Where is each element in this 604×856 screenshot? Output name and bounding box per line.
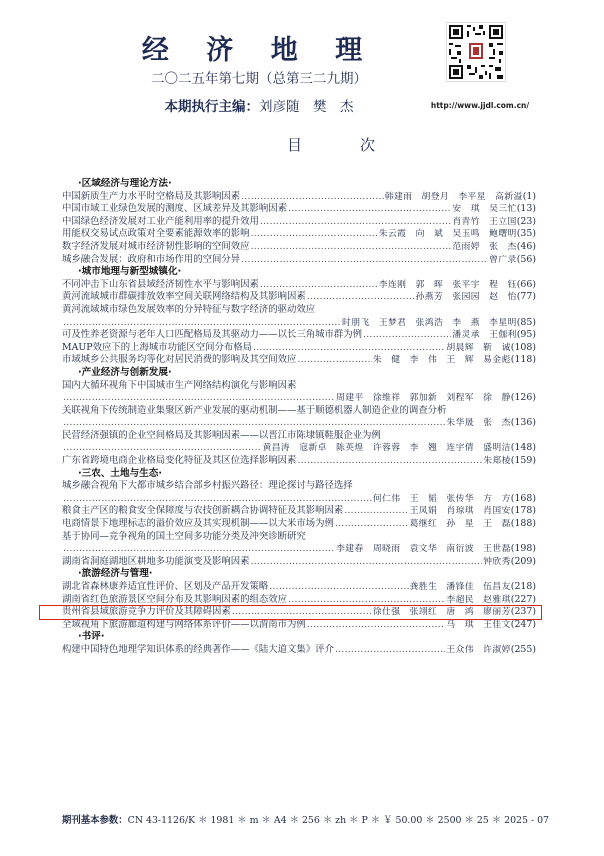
toc-entry[interactable] [62, 531, 536, 544]
entry-authors: 韩建雨 胡登月 李平星 高新溢 [384, 191, 523, 202]
entry-authors: 王凤娟 肖琼琪 肖国安 [409, 506, 511, 517]
entry-title: 中国市域工业绿色发展的测度、区域差异及其影响因素 [62, 203, 288, 215]
toc-entry[interactable] [62, 619, 536, 632]
entry-title: 可及性养老资源与老年人口匹配格局及其驱动力——以长三角城市群为例 [62, 329, 363, 341]
params-label: 期刊基本参数： [62, 815, 128, 826]
entry-title: 贵州省县域旅游竞争力评价及其障碍因素 [62, 606, 231, 618]
toc-entry-highlighted[interactable] [40, 606, 541, 619]
entry-authors: 李建春 周晓雨 袁文华 南衍波 王世磊 [336, 544, 511, 555]
toc-entry[interactable] [62, 342, 536, 355]
entry-title: 国内大循环视角下中国城市生产网络结构演化与影响因素 [62, 379, 297, 391]
entry-authors: 李超民 赵雅琪 [446, 594, 511, 605]
entry-title: 广东省跨境电商企业格局变化特征及其区位选择影响因素 [62, 455, 297, 467]
entry-authors: 王众伟 许淑婷 [446, 644, 511, 655]
entry-page: (159) [510, 455, 536, 467]
journal-parameters [62, 812, 550, 826]
entry-authors: 马 琪 王佳文 [446, 619, 511, 630]
entry-page: (77) [516, 291, 536, 303]
toc-entry[interactable] [62, 254, 536, 267]
entry-page: (35) [516, 228, 536, 240]
entry-page: (13) [516, 203, 536, 215]
entry-page: (198) [510, 543, 536, 555]
entry-title: 粮食主产区的粮食安全保障度与农技创新耦合协调特征及其影响因素 [62, 505, 344, 517]
entry-page: (56) [516, 253, 536, 265]
issue-line: 二〇二五年第七期（总第三二九期） [151, 71, 367, 87]
entry-title: 构建中国特色地理学知识体系的经典著作——《陆大道文集》评介 [62, 643, 334, 655]
entry-page: (178) [510, 505, 536, 517]
entry-title: 关联视角下传统制造业集聚区新产业发展的驱动机制——基于顺德机器人制造企业的调查分析 [62, 404, 447, 416]
entry-page: (85) [516, 316, 536, 328]
section-heading: ·产业经济与创新发展· [78, 366, 172, 378]
params-value: CN 43-1126/K ＊ 1981 ＊ m ＊ A4 ＊ 256 ＊ zh ＊ P ＊ ￥ 50.00 ＊ 2500 ＊ 25 ＊ 2025 - 07 [127, 815, 550, 826]
entry-title: 基于协同—竞争视角的国土空间多功能分类及冲突诊断研究 [62, 530, 306, 542]
toc-entry[interactable] [62, 279, 536, 292]
journal-title: 经 济 地 理 [141, 35, 377, 66]
entry-authors: 周建平 徐维祥 郭加新 刘程军 徐 静 [336, 393, 511, 404]
toc-entry[interactable] [62, 228, 536, 241]
entry-authors: 龚胜生 潘锋佳 伍昌友 [409, 582, 511, 592]
toc-entry[interactable] [62, 505, 536, 518]
entry-page: (168) [510, 492, 536, 504]
entry-page: (126) [510, 392, 536, 404]
toc-entry[interactable] [62, 644, 536, 657]
toc-entry-continuation[interactable] [62, 417, 536, 430]
toc-entry-continuation[interactable] [62, 317, 536, 330]
entry-title: 数字经济发展对城市经济韧性影响的空间效应 [62, 240, 250, 252]
entry-title: 中国绿色经济发展对工业产能利用率的提升效用 [62, 215, 259, 227]
section-heading: ·旅游经济与管理· [78, 568, 153, 580]
toc-entry[interactable] [62, 304, 536, 317]
entry-page: (209) [510, 555, 536, 567]
toc-heading: 目次 [286, 136, 433, 154]
entry-authors: 胡晨辉 靳 诚 [446, 342, 511, 353]
entry-page: (46) [516, 240, 536, 252]
entry-authors: 朱郑棱 [483, 456, 511, 467]
entry-page: (227) [510, 593, 536, 605]
entry-title: MAUP效应下的上海城市功能区空间分布格局 [62, 341, 252, 353]
entry-title: 用能权交易试点政策对全要素能源效率的影响 [62, 228, 250, 240]
toc-entry[interactable] [62, 380, 536, 393]
entry-page: (148) [510, 442, 536, 454]
entry-authors: 黄昌涛 寇新卓 陈英煌 许蓉蓉 李 翘 连宇倩 盛明洁 [262, 443, 511, 454]
toc-entry[interactable] [62, 581, 536, 594]
entry-page: (136) [510, 417, 536, 429]
toc-entry[interactable] [62, 191, 536, 204]
qr-code-graphic [447, 23, 505, 81]
toc-entry[interactable] [62, 594, 536, 607]
toc-entry[interactable] [62, 455, 536, 468]
toc-entry[interactable] [62, 556, 536, 569]
entry-page: (108) [510, 341, 536, 353]
entry-title: 湖南省红色旅游景区空间分布及其影响因素的组态效应 [62, 593, 288, 605]
entry-page: (95) [516, 329, 536, 341]
entry-title: 城乡融合视角下大都市城乡结合部乡村振兴路径：理论探讨与路径选择 [62, 480, 353, 492]
toc-entry[interactable] [62, 216, 536, 229]
table-of-contents [62, 178, 536, 657]
toc-entry[interactable] [62, 430, 536, 443]
toc-entry[interactable] [62, 241, 536, 254]
toc-entry[interactable] [62, 405, 536, 418]
toc-entry-continuation[interactable] [62, 442, 536, 455]
entry-page: (118) [510, 354, 536, 366]
entry-authors: 葛继红 孙 星 王 磊 [409, 519, 511, 530]
entry-title: 黄河流域城市绿色发展效率的分异特征与数字经济的驱动效应 [62, 303, 316, 315]
entry-authors: 肖青竹 王立国 [452, 216, 517, 227]
toc-entry[interactable] [62, 291, 536, 304]
entry-title: 全域视角下旅游廊道构建与网络体系评价——以渭南市为例 [62, 618, 306, 630]
toc-entry-continuation[interactable] [62, 493, 536, 506]
entry-authors: 潘灵承 王伽利 [452, 330, 517, 341]
entry-authors: 徐仕强 张翊红 唐 鸿 廖丽芳 [372, 607, 511, 618]
journal-url[interactable]: http://www.jjdl.com.cn/ [430, 101, 530, 110]
entry-title: 城乡融合发展：政府和市场作用的空间分异 [62, 253, 241, 265]
entry-authors: 朱云霞 向 斌 吴玉鸣 鲍曙明 [378, 229, 517, 240]
entry-authors: 李连刚 郭 晖 张平宇 程 钰 [378, 279, 517, 290]
toc-entry[interactable] [62, 354, 536, 367]
section-heading: ·区域经济与理论方法· [78, 178, 172, 189]
toc-entry[interactable] [62, 480, 536, 493]
entry-authors: 曾广录 [489, 254, 517, 265]
qr-code-icon [446, 22, 506, 82]
entry-title: 电商情景下地理标志的溢价效应及其实现机制——以大米市场为例 [62, 518, 334, 530]
entry-page: (255) [510, 643, 536, 655]
entry-authors: 安 琪 吴三忙 [452, 204, 517, 215]
entry-title: 黄河流域城市群碳排放效率空间关联网络结构及其影响因素 [62, 291, 306, 303]
entry-title: 民营经济强镇的企业空间格局及其影响因素——以晋江市陈埭镇鞋服企业为例 [62, 429, 381, 441]
editor-label: 本期执行主编： [164, 99, 259, 115]
toc-entry[interactable] [62, 329, 536, 342]
entry-title: 不同冲击下山东省县域经济韧性水平与影响因素 [62, 278, 259, 290]
editor-names: 刘彦随 樊 杰 [259, 99, 354, 115]
entry-page: (237) [510, 606, 536, 618]
entry-page: (218) [510, 581, 536, 592]
entry-page: (188) [510, 518, 536, 530]
entry-authors: 钟欣秀 [483, 556, 511, 567]
section-heading: ·城市地理与新型城镇化· [78, 266, 182, 278]
entry-title: 市域城乡公共服务均等化对居民消费的影响及其空间效应 [62, 354, 297, 366]
entry-page: (247) [510, 618, 536, 630]
entry-page: (1) [522, 190, 536, 202]
toc-entry[interactable] [62, 203, 536, 216]
entry-title: 中国新质生产力水平时空格局及其影响因素 [62, 190, 241, 202]
entry-authors: 孙燕芳 张园园 赵 怡 [415, 292, 517, 303]
entry-page: (66) [516, 278, 536, 290]
entry-title: 湖北省森林康养适宜性评价、区划及产品开发策略 [62, 581, 269, 592]
section-heading: ·三农、土地与生态· [78, 467, 163, 479]
entry-authors: 朱 健 李 伟 王 辉 易金彪 [372, 355, 511, 366]
entry-page: (23) [516, 215, 536, 227]
entry-authors: 时朋飞 王梦君 张鸿浩 李 燕 李星明 [342, 317, 517, 328]
entry-authors: 范雨婷 张 杰 [452, 241, 517, 252]
entry-title: 湖南省洞庭湖地区耕地多功能演变及影响因素 [62, 555, 250, 567]
toc-entry-continuation[interactable] [62, 392, 536, 405]
toc-entry-continuation[interactable] [62, 543, 536, 556]
entry-authors: 朱华晟 张 杰 [446, 418, 511, 429]
entry-authors: 何仁伟 王 韬 张传华 方 方 [372, 493, 511, 504]
toc-entry[interactable] [62, 518, 536, 531]
section-heading: ·书评· [78, 631, 105, 643]
